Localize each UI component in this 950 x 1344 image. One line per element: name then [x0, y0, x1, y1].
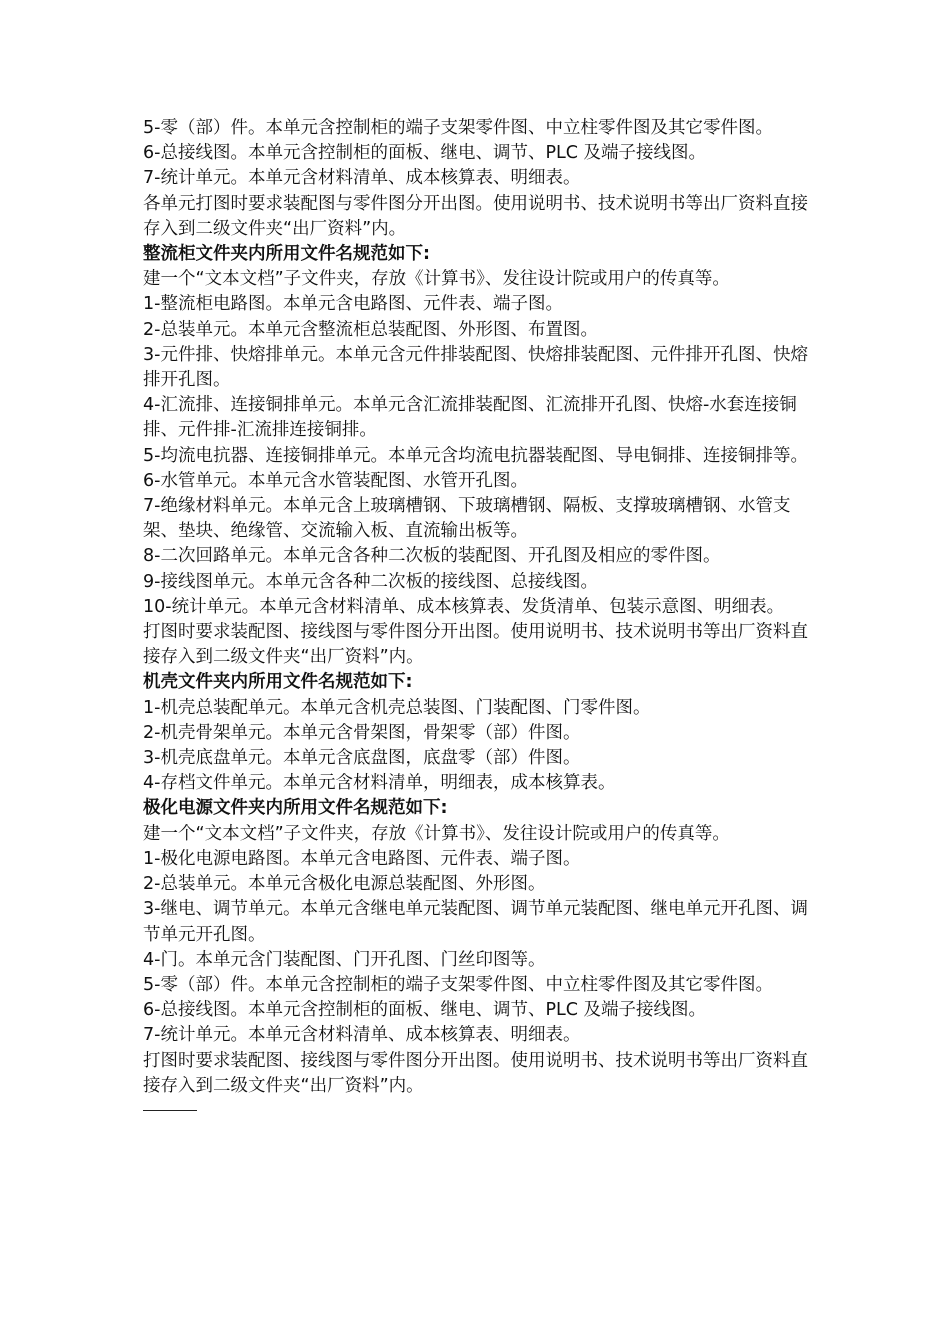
paragraph: 4-门。本单元含门装配图、门开孔图、门丝印图等。: [143, 949, 546, 970]
paragraph: 打图时要求装配图、接线图与零件图分开出图。使用说明书、技术说明书等出厂资料直接存入到二级文件夹“出厂资料”内。: [143, 622, 808, 668]
paragraph: 4-汇流排、连接铜排单元。本单元含汇流排装配图、汇流排开孔图、快熔-水套连接铜排、元件排-汇流排连接铜排。: [143, 395, 797, 441]
paragraph: 1-极化电源电路图。本单元含电路图、元件表、端子图。: [143, 848, 581, 869]
paragraph: 2-总装单元。本单元含极化电源总装配图、外形图。: [143, 874, 546, 895]
paragraph: 打图时要求装配图、接线图与零件图分开出图。使用说明书、技术说明书等出厂资料直接存入到二级文件夹“出厂资料”内。: [143, 1050, 808, 1096]
paragraph: 1-机壳总装配单元。本单元含机壳总装图、门装配图、门零件图。: [143, 697, 651, 718]
section-heading: 极化电源文件夹内所用文件名规范如下:: [143, 798, 448, 819]
paragraph: 1-整流柜电路图。本单元含电路图、元件表、端子图。: [143, 294, 563, 315]
paragraph: 9-接线图单元。本单元含各种二次板的接线图、总接线图。: [143, 571, 598, 592]
paragraph: 7-绝缘材料单元。本单元含上玻璃槽钢、下玻璃槽钢、隔板、支撑玻璃槽钢、水管支架、垫块、绝缘管、交流输入板、直流输出板等。: [143, 496, 791, 542]
paragraph: 5-零（部）件。本单元含控制柜的端子支架零件图、中立柱零件图及其它零件图。: [143, 974, 773, 995]
paragraph: 7-统计单元。本单元含材料清单、成本核算表、明细表。: [143, 168, 581, 189]
section-heading: 整流柜文件夹内所用文件名规范如下:: [143, 244, 430, 265]
paragraph: 2-机壳骨架单元。本单元含骨架图，骨架零（部）件图。: [143, 722, 581, 743]
paragraph: 4-存档文件单元。本单元含材料清单，明细表，成本核算表。: [143, 773, 616, 794]
paragraph-list: [143, 116, 811, 1099]
footnote-separator-line: [143, 1110, 197, 1111]
paragraph: 5-均流电抗器、连接铜排单元。本单元含均流电抗器装配图、导电铜排、连接铜排等。: [143, 445, 808, 466]
section-heading: 机壳文件夹内所用文件名规范如下:: [143, 672, 413, 693]
paragraph: 8-二次回路单元。本单元含各种二次板的装配图、开孔图及相应的零件图。: [143, 546, 721, 567]
paragraph: 10-统计单元。本单元含材料清单、成本核算表、发货清单、包装示意图、明细表。: [143, 596, 785, 617]
paragraph: 7-统计单元。本单元含材料清单、成本核算表、明细表。: [143, 1025, 581, 1046]
paragraph: 建一个“文本文档”子文件夹，存放《计算书》、发往设计院或用户的传真等。: [143, 269, 730, 290]
paragraph: 3-继电、调节单元。本单元含继电单元装配图、调节单元装配图、继电单元开孔图、调节单元开孔图。: [143, 899, 808, 945]
paragraph: 6-总接线图。本单元含控制柜的面板、继电、调节、PLC 及端子接线图。: [143, 143, 707, 164]
paragraph: 建一个“文本文档”子文件夹，存放《计算书》、发往设计院或用户的传真等。: [143, 823, 730, 844]
document-body: [143, 116, 811, 1111]
paragraph: 各单元打图时要求装配图与零件图分开出图。使用说明书、技术说明书等出厂资料直接存入到二级文件夹“出厂资料”内。: [143, 193, 808, 239]
paragraph: 5-零（部）件。本单元含控制柜的端子支架零件图、中立柱零件图及其它零件图。: [143, 118, 773, 138]
paragraph: 6-总接线图。本单元含控制柜的面板、继电、调节、PLC 及端子接线图。: [143, 1000, 707, 1021]
paragraph: 3-元件排、快熔排单元。本单元含元件排装配图、快熔排装配图、元件排开孔图、快熔排开孔图。: [143, 344, 808, 391]
paragraph: 3-机壳底盘单元。本单元含底盘图，底盘零（部）件图。: [143, 748, 581, 769]
paragraph: 2-总装单元。本单元含整流柜总装配图、外形图、布置图。: [143, 319, 598, 340]
paragraph: 6-水管单元。本单元含水管装配图、水管开孔图。: [143, 470, 528, 491]
